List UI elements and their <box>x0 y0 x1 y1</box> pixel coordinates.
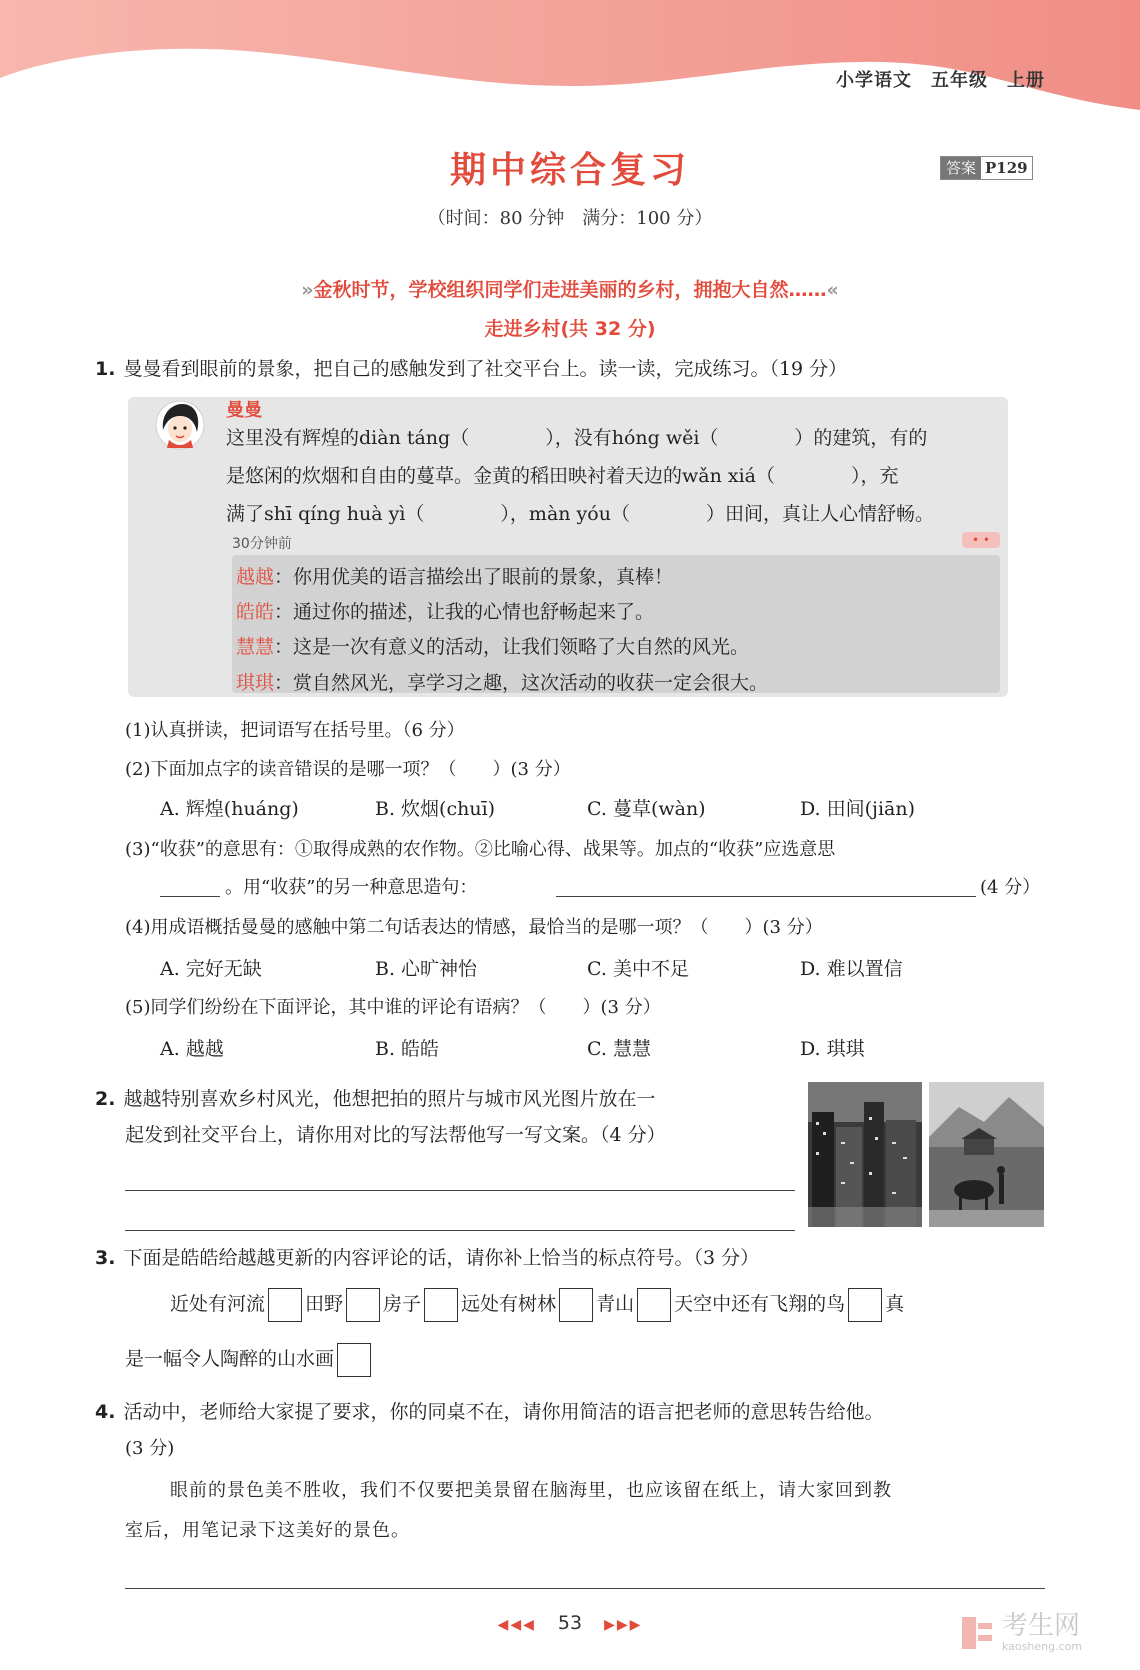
text-segment: 近处有河流 <box>170 1293 266 1315</box>
answer-tag <box>940 156 1033 180</box>
option-b[interactable]: B. 心旷神怡 <box>375 958 478 980</box>
countryside-photo <box>929 1082 1044 1227</box>
comment-text: ：你用优美的语言描绘出了眼前的景象，真棒！ <box>274 566 674 588</box>
question-4-stem <box>95 1398 883 1426</box>
text-segment: 远处有树林 <box>461 1293 557 1315</box>
next-arrows-icon: ▶▶▶ <box>604 1617 643 1633</box>
question-text: 越越特别喜欢乡村风光，他想把拍的照片与城市风光图片放在一 <box>123 1088 656 1110</box>
answer-line[interactable] <box>125 1190 795 1191</box>
option-d[interactable]: D. 田间(jiān) <box>800 798 915 820</box>
watermark-text: 考生网 <box>1002 1611 1081 1641</box>
comment-text: ：赏自然风光，享学习之趣，这次活动的收获一定会很大。 <box>274 672 769 694</box>
option-b[interactable]: B. 炊烟(chuī) <box>375 798 496 820</box>
text-segment: 房子 <box>383 1293 422 1315</box>
answer-line[interactable] <box>125 1588 1045 1589</box>
prev-arrows-icon: ◀◀◀ <box>497 1617 536 1633</box>
comment <box>236 668 768 695</box>
page-number: 53 <box>557 1612 583 1634</box>
punctuation-box[interactable] <box>559 1288 593 1322</box>
text-segment: 天空中还有飞翔的鸟 <box>674 1293 846 1315</box>
text-segment: 田野 <box>305 1293 344 1315</box>
chevron-right-icon: » <box>301 279 314 301</box>
question-text: 活动中，老师给大家提了要求，你的同桌不在，请你用简洁的语言把老师的意思转告给他。 <box>123 1401 884 1423</box>
sub-question-3-cont: 。用“收获”的另一种意思造句： <box>225 877 478 898</box>
teacher-notice: 眼前的景色美不胜收，我们不仅要把美景留在脑海里，也应该留在纸上，请大家回到教 <box>170 1480 892 1501</box>
watermark-logo-icon <box>960 1615 996 1651</box>
post-text-line: 满了shī qíng huà yì（ ），màn yóu（ ）田间，真让人心情舒畅。 <box>226 503 934 525</box>
text-segment: 真 <box>885 1293 905 1315</box>
watermark <box>960 1612 1082 1653</box>
question-number: 1. <box>95 358 116 380</box>
option-c[interactable]: C. 慧慧 <box>587 1038 651 1060</box>
punctuation-box[interactable] <box>337 1343 371 1377</box>
option-a[interactable]: A. 越越 <box>160 1038 224 1060</box>
book-label: 小学语文 五年级 上册 <box>836 70 1045 91</box>
option-b[interactable]: B. 皓皓 <box>375 1038 440 1060</box>
page-title: 期中综合复习 <box>449 150 690 191</box>
comment-text: ：这是一次有意义的活动，让我们领略了大自然的风光。 <box>274 636 750 658</box>
question-3-stem <box>95 1244 759 1272</box>
poster-name: 曼曼 <box>226 400 262 421</box>
sub-question-5: (5)同学们纷纷在下面评论，其中谁的评论有语病？（ ）(3 分） <box>125 997 661 1018</box>
punctuation-box[interactable] <box>848 1288 882 1322</box>
post-timestamp: 30分钟前 <box>232 536 292 552</box>
punctuation-box[interactable] <box>346 1288 380 1322</box>
text-segment: 是一幅令人陶醉的山水画 <box>125 1348 335 1370</box>
answer-line[interactable] <box>125 1230 795 1231</box>
score: (3 分) <box>125 1438 175 1459</box>
answer-page: P129 <box>985 159 1028 177</box>
section-banner-text: 金秋时节，学校组织同学们走进美丽的乡村，拥抱大自然…… <box>313 279 827 301</box>
option-d[interactable]: D. 琪琪 <box>800 1038 865 1060</box>
question-2-stem-cont: 起发到社交平台上，请你用对比的写法帮他写一写文案。（4 分） <box>125 1124 666 1146</box>
avatar <box>155 400 205 450</box>
commenter-name: 慧慧 <box>236 636 275 658</box>
punctuation-box[interactable] <box>268 1288 302 1322</box>
more-options-button[interactable]: • • <box>962 532 1000 548</box>
option-d[interactable]: D. 难以置信 <box>800 958 903 980</box>
comment <box>236 632 749 659</box>
comment <box>236 597 654 624</box>
post-text-line: 这里没有辉煌的diàn táng（ ），没有hóng wěi（ ）的建筑，有的 <box>226 427 928 449</box>
watermark-url: kaosheng.com <box>1002 1640 1083 1653</box>
section-title: 走进乡村(共 32 分) <box>484 318 656 340</box>
question-2-stem <box>95 1085 655 1113</box>
answer-line[interactable] <box>556 896 976 897</box>
text-segment: 青山 <box>596 1293 635 1315</box>
question-number: 2. <box>95 1088 116 1110</box>
score: (4 分） <box>980 877 1041 898</box>
city-photo <box>808 1082 922 1227</box>
punctuation-box[interactable] <box>637 1288 671 1322</box>
question-text: 曼曼看到眼前的景象，把自己的感触发到了社交平台上。读一读，完成练习。（19 分） <box>123 358 848 380</box>
punctuation-box[interactable] <box>424 1288 458 1322</box>
chevron-left-icon: « <box>826 279 839 301</box>
option-c[interactable]: C. 美中不足 <box>587 958 689 980</box>
question-1-stem <box>95 355 847 383</box>
comment-text: ：通过你的描述，让我的心情也舒畅起来了。 <box>274 601 655 623</box>
comment <box>236 562 673 589</box>
section-banner <box>0 275 1140 302</box>
question-number: 4. <box>95 1401 116 1423</box>
answer-blank[interactable] <box>160 896 220 897</box>
post-text-line: 是悠闲的炊烟和自由的蔓草。金黄的稻田映衬着天边的wǎn xiá（ ），充 <box>226 465 899 487</box>
commenter-name: 越越 <box>236 566 275 588</box>
option-a[interactable]: A. 辉煌(huáng) <box>160 798 299 820</box>
answer-label: 答案 <box>941 157 981 179</box>
sub-question-2: (2)下面加点字的读音错误的是哪一项？（ ）(3 分） <box>125 759 571 780</box>
punctuation-exercise-cont <box>125 1343 374 1377</box>
sub-question-1: (1)认真拼读，把词语写在括号里。（6 分） <box>125 720 465 741</box>
question-number: 3. <box>95 1247 116 1269</box>
sub-question-4: (4)用成语概括曼曼的感触中第二句话表达的情感，最恰当的是哪一项？（ ）(3 分） <box>125 917 823 938</box>
punctuation-exercise <box>170 1288 904 1322</box>
option-a[interactable]: A. 完好无缺 <box>160 958 262 980</box>
option-c[interactable]: C. 蔓草(wàn) <box>587 798 706 820</box>
header-band <box>0 0 1140 125</box>
sub-question-3: (3)“收获”的意思有：①取得成熟的农作物。②比喻心得、战果等。加点的“收获”应选意思 <box>125 839 836 860</box>
teacher-notice-cont: 室后，用笔记录下这美好的景色。 <box>125 1520 410 1541</box>
time-info: （时间：80 分钟 满分：100 分） <box>427 208 713 229</box>
commenter-name: 皓皓 <box>236 601 275 623</box>
commenter-name: 琪琪 <box>236 672 275 694</box>
question-text: 下面是皓皓给越越更新的内容评论的话，请你补上恰当的标点符号。（3 分） <box>123 1247 760 1269</box>
